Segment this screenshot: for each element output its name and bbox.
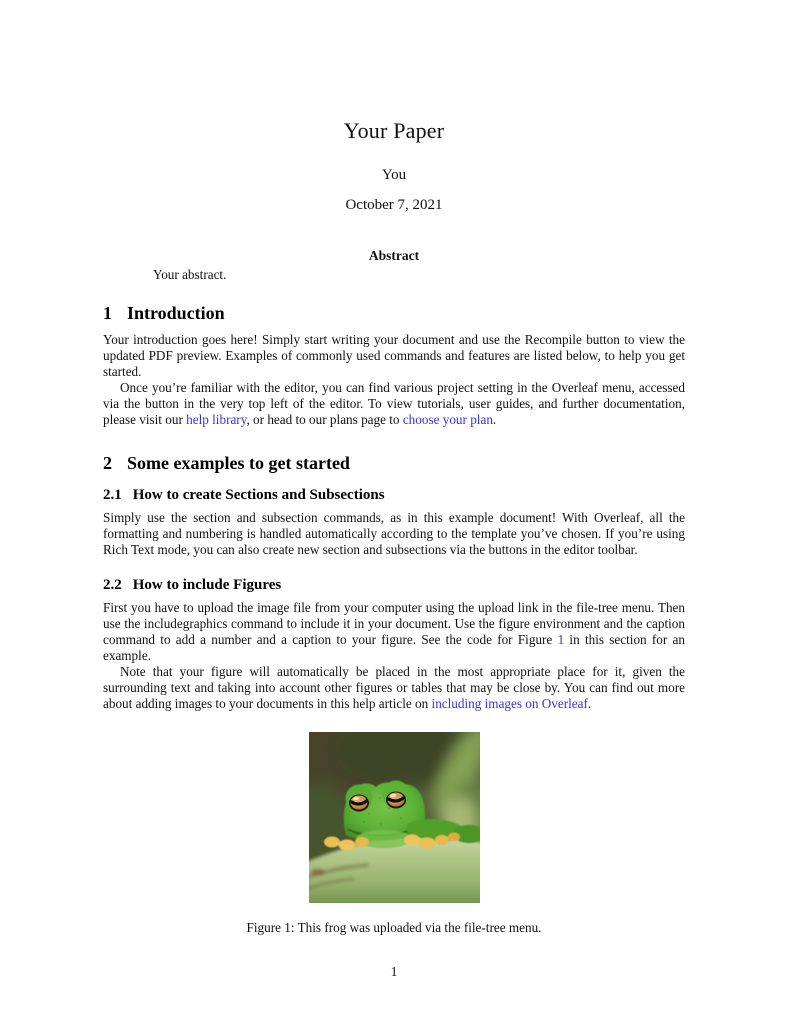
link-choose-your-plan[interactable]: choose your plan [402,412,493,428]
intro-paragraph-2-text: Once you’re familiar with the editor, you can find various project setting in the Overleaf menu, accessed via the button in the very top left of the editor. To view tutorials, user guides, and further documentation, please visit our [103,380,685,428]
subsection-2-1-title: How to create Sections and Subsections [132,486,385,503]
subsection-2-2-title: How to include Figures [132,576,282,593]
subsection-2-2-number: 2.2 [103,576,122,593]
link-including-images-on-overleaf[interactable]: including images on Overleaf [431,696,588,712]
figures-paragraph-1-text: in this section for an example. [103,632,685,664]
figures-paragraph-1-text: First you have to upload the image file from your computer using the upload link in the file-tree menu. Then use the includegraphics command to include it in your document. Use the figure environment and the caption command to add a number and a caption to your figure. See the code for Figure [103,599,685,648]
frog-photo [309,732,480,903]
subsection-2-1-number: 2.1 [103,486,122,503]
abstract-text: Your abstract. [153,267,227,282]
section-1-title: Introduction [127,303,225,323]
page-title: Your Paper [343,118,445,143]
section-2-title: Some examples to get started [127,452,350,473]
subsection-2-1-paragraph: Simply use the section and subsection commands, as in this example document! With Overleaf, all the formatting and numbering is handled automatically according to the template you’ve chosen. If you’re using Rich Text mode, you can also create new section and subsections via the buttons in the editor toolbar. [103,509,685,557]
subsection-2-2-heading [103,576,685,594]
intro-paragraph-1: Your introduction goes here! Simply start writing your document and use the Recompile button to view the updated PDF preview. Examples of commonly used commands and features are listed below, to help you get started. [103,332,685,380]
abstract-heading: Abstract [368,248,420,263]
intro-paragraph-2-text: , or head to our plans page to [246,412,403,428]
text-column [103,0,685,980]
link-help-library[interactable]: help library [186,412,247,428]
figure-1 [103,732,685,936]
subsection-2-1-heading [103,486,685,504]
figures-paragraph-2-text: Note that your figure will automatically be placed in the most appropriate place for it, given the surrounding text and taking into account other figures or tables that may be close by. You can find out more about adding images to your documents in this help article on [103,664,685,712]
section-2-number: 2 [103,452,112,473]
page-number: 1 [390,963,398,979]
figure-caption: Figure 1: This frog was uploaded via the file-tree menu. [246,919,542,935]
section-1-number: 1 [103,303,112,323]
doc-date: October 7, 2021 [345,197,443,213]
intro-paragraph-2 [103,380,685,428]
author-name: You [381,167,407,183]
link-figure-1-reference[interactable]: 1 [557,632,565,648]
section-1-heading [103,303,685,324]
frog-left-eye [349,794,369,811]
figures-paragraph-2-text: . [587,696,592,712]
intro-paragraph-2-text: . [492,412,497,428]
figures-paragraph-2 [103,664,685,712]
section-2-heading [103,453,685,474]
figures-paragraph-1 [103,600,685,664]
frog-right-eye [386,791,406,808]
